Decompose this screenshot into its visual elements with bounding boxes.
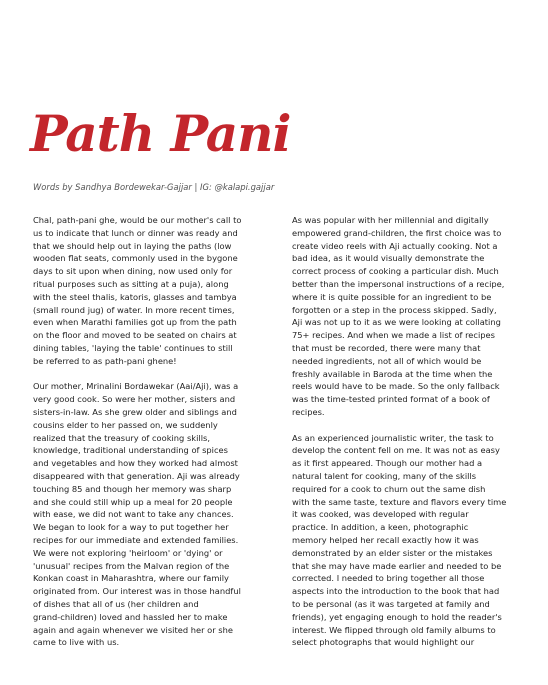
text-line: interest. We flipped through old family albums to [292,624,496,635]
text-line: originated from. Our interest was in those handful [33,586,241,597]
text-line: that must be recorded, there were many that [292,342,481,353]
text-line: recipes for our immediate and extended families. [33,534,239,545]
text-line: even when Marathi families got up from the path [33,317,237,328]
text-line: and vegetables and how they worked had almost [33,458,238,469]
text-line: of dishes that all of us (her children and [33,598,199,609]
text-line: develop the content fell on me. It was not as easy [292,445,500,456]
text-line: cousins elder to her passed on, we suddenly [33,419,218,430]
text-line: that we should help out in laying the paths (low [33,240,232,251]
text-line: As an experienced journalistic writer, the task to [292,432,494,443]
text-line: came to live with us. [33,637,120,648]
text-line: grand-children) loved and hassled her to make [33,611,228,622]
text-line: bad idea, as it would visually demonstrate the [292,253,485,264]
text-line: Konkan coast in Maharashtra, where our family [33,573,229,584]
text-line: sisters-in-law. As she grew older and siblings and [33,406,237,417]
text-line: with ease, we did not want to take any chances. [33,509,234,520]
text-line: Aji was not up to it as we were looking at collating [292,317,501,328]
text-line: dining tables, 'laying the table' continues to still [33,342,233,353]
text-line: correct process of cooking a particular dish. Much [292,266,499,277]
text-line: and she could still whip up a meal for 20 people [33,496,233,507]
text-line: to be personal (as it was targeted at family and [292,598,490,609]
text-line: recipes. [292,406,325,417]
right-text-column [292,214,520,649]
text-line: wooden flat seats, commonly used in the bygone [33,253,238,264]
text-line: forgotten or a step in the process skipped. Sadly, [292,304,497,315]
text-line: empowered grand-children, the first choice was to [292,227,502,238]
article-byline: Words by Sandhya Bordewekar-Gajjar | IG: @kalapi.gajjar [33,182,275,192]
text-line: where it is quite possible for an ingredient to be [292,291,492,302]
text-line: (small round jug) of water. In more recent times, [33,304,235,315]
text-line: memory helped her recall exactly how it was [292,534,479,545]
text-line: Chal, path-pani ghe, would be our mother's call to [33,215,242,225]
text-line: days to sit upon when dining, now used only for [33,266,233,277]
text-line: reels would have to be made. So the only fallback [292,381,500,392]
text-line: needed ingredients, not all of which would be [292,355,482,366]
article-title: Path Pani [30,104,291,163]
text-line: was the time-tested printed format of a book of [292,394,490,405]
left-text-column [33,214,261,649]
text-line: knowledge, traditional understanding of spices [33,445,228,456]
text-line: We began to look for a way to put together her [33,522,229,533]
text-line: with the same taste, texture and flavors every time [292,496,507,507]
text-line: touching 85 and though her memory was sharp [33,483,232,494]
text-line [33,368,261,381]
text-line: required for a cook to churn out the same dish [292,483,486,494]
text-line: it was cooked, was developed with regular [292,509,469,520]
text-line: As was popular with her millennial and digitally [292,215,489,225]
text-line: very good cook. So were her mother, sisters and [33,394,236,405]
text-line: ritual purposes such as sitting at a puja), along [33,278,229,289]
text-line: be referred to as path-pani ghene! [33,355,177,366]
text-line: practice. In addition, a keen, photographic [292,522,469,533]
text-line: freshly available in Baroda at the time when the [292,368,493,379]
text-line: realized that the treasury of cooking skills, [33,432,210,443]
text-line: again and again whenever we visited her or she [33,624,233,635]
text-line: with the steel thalis, katoris, glasses and tambya [33,291,237,302]
text-line: corrected. I needed to bring together all those [292,573,485,584]
text-line: demonstrated by an elder sister or the mistakes [292,547,493,558]
text-line: us to indicate that lunch or dinner was ready and [33,227,238,238]
text-line [292,419,520,432]
text-line: disappeared with that generation. Aji was already [33,470,240,481]
text-line: Our mother, Mrinalini Bordawekar (Aai/Aji), was a [33,381,239,392]
text-line: as it first appeared. Though our mother had a [292,458,483,469]
text-line: aspects into the introduction to the book that had [292,586,500,597]
text-line: 'unusual' recipes from the Malvan region of the [33,560,230,571]
text-line: 75+ recipes. And when we made a list of recipes [292,330,495,341]
text-line: create video reels with Aji actually cooking. Not a [292,240,498,251]
text-line: that she may have made earlier and needed to be [292,560,502,571]
text-line: select photographs that would highlight our [292,637,475,648]
text-line: natural talent for cooking, many of the skills [292,470,477,481]
text-line: better than the impersonal instructions of a recipe, [292,278,505,289]
text-line: We were not exploring 'heirloom' or 'dying' or [33,547,223,558]
text-line: on the floor and moved to be seated on chairs at [33,330,237,341]
text-line: friends), yet engaging enough to hold the reader's [292,611,502,622]
